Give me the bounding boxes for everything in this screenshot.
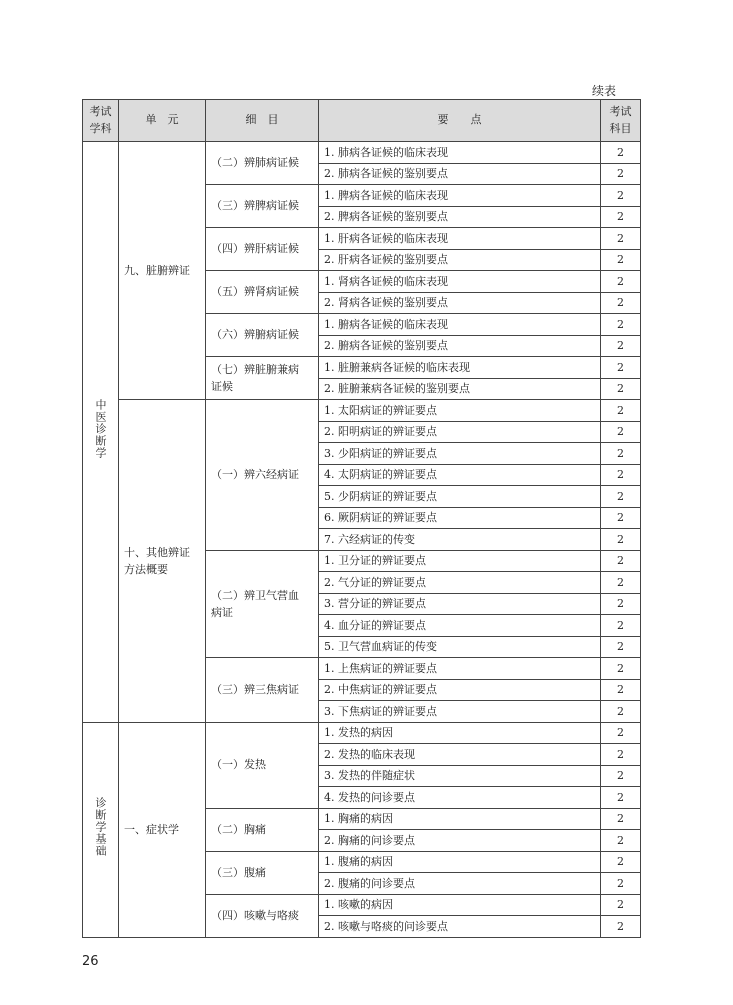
- point-cell: 2. 阳明病证的辨证要点: [319, 421, 601, 443]
- score-cell: 2: [601, 636, 641, 658]
- point-cell: 1. 太阳病证的辨证要点: [319, 400, 601, 422]
- point-cell: 5. 少阴病证的辨证要点: [319, 486, 601, 508]
- point-cell: 3. 少阳病证的辨证要点: [319, 443, 601, 465]
- point-cell: 5. 卫气营血病证的传变: [319, 636, 601, 658]
- score-cell: 2: [601, 464, 641, 486]
- continued-label: 续表: [592, 84, 617, 98]
- score-cell: 2: [601, 572, 641, 594]
- point-cell: 2. 中焦病证的辨证要点: [319, 679, 601, 701]
- score-cell: 2: [601, 873, 641, 895]
- score-cell: 2: [601, 830, 641, 852]
- item-cell: （五）辨肾病证候: [206, 271, 319, 314]
- unit-cell: 一、症状学: [119, 722, 206, 937]
- point-cell: 2. 咳嗽与咯痰的问诊要点: [319, 916, 601, 938]
- subject-cell: 诊断学基础: [83, 722, 119, 937]
- item-cell: （一）发热: [206, 722, 319, 808]
- point-cell: 3. 发热的伴随症状: [319, 765, 601, 787]
- score-cell: 2: [601, 787, 641, 809]
- score-cell: 2: [601, 744, 641, 766]
- score-cell: 2: [601, 916, 641, 938]
- unit-cell: 十、其他辨证 方法概要: [119, 400, 206, 723]
- point-cell: 1. 肺病各证候的临床表现: [319, 142, 601, 164]
- score-cell: 2: [601, 679, 641, 701]
- score-cell: 2: [601, 185, 641, 207]
- item-cell: （一）辨六经病证: [206, 400, 319, 551]
- table-row: [83, 400, 641, 422]
- table-row: [83, 722, 641, 744]
- point-cell: 2. 肺病各证候的鉴别要点: [319, 163, 601, 185]
- point-cell: 1. 腑病各证候的临床表现: [319, 314, 601, 336]
- item-cell: （七）辨脏腑兼病 证候: [206, 357, 319, 400]
- point-cell: 1. 脏腑兼病各证候的临床表现: [319, 357, 601, 379]
- point-cell: 2. 肾病各证候的鉴别要点: [319, 292, 601, 314]
- point-cell: 4. 血分证的辨证要点: [319, 615, 601, 637]
- point-cell: 2. 腹痛的问诊要点: [319, 873, 601, 895]
- point-cell: 1. 卫分证的辨证要点: [319, 550, 601, 572]
- score-cell: 2: [601, 593, 641, 615]
- point-cell: 2. 肝病各证候的鉴别要点: [319, 249, 601, 271]
- point-cell: 2. 腑病各证候的鉴别要点: [319, 335, 601, 357]
- score-cell: 2: [601, 701, 641, 723]
- score-cell: 2: [601, 507, 641, 529]
- point-cell: 4. 发热的问诊要点: [319, 787, 601, 809]
- score-cell: 2: [601, 722, 641, 744]
- score-cell: 2: [601, 808, 641, 830]
- point-cell: 4. 太阴病证的辨证要点: [319, 464, 601, 486]
- syllabus-table: [82, 99, 641, 938]
- point-cell: 7. 六经病证的传变: [319, 529, 601, 551]
- point-cell: 1. 腹痛的病因: [319, 851, 601, 873]
- item-cell: （三）腹痛: [206, 851, 319, 894]
- score-cell: 2: [601, 529, 641, 551]
- score-cell: 2: [601, 550, 641, 572]
- score-cell: 2: [601, 249, 641, 271]
- header-item: 细 目: [206, 100, 319, 142]
- point-cell: 2. 脏腑兼病各证候的鉴别要点: [319, 378, 601, 400]
- point-cell: 3. 下焦病证的辨证要点: [319, 701, 601, 723]
- score-cell: 2: [601, 765, 641, 787]
- score-cell: 2: [601, 314, 641, 336]
- page-number: 26: [82, 954, 99, 969]
- point-cell: 1. 上焦病证的辨证要点: [319, 658, 601, 680]
- point-cell: 1. 咳嗽的病因: [319, 894, 601, 916]
- header-exam: 考试 科目: [601, 100, 641, 142]
- score-cell: 2: [601, 894, 641, 916]
- score-cell: 2: [601, 292, 641, 314]
- score-cell: 2: [601, 378, 641, 400]
- header-unit: 单 元: [119, 100, 206, 142]
- item-cell: （二）辨卫气营血 病证: [206, 550, 319, 658]
- point-cell: 1. 发热的病因: [319, 722, 601, 744]
- item-cell: （二）辨肺病证候: [206, 142, 319, 185]
- score-cell: 2: [601, 335, 641, 357]
- point-cell: 1. 肾病各证候的临床表现: [319, 271, 601, 293]
- item-cell: （四）咳嗽与咯痰: [206, 894, 319, 937]
- unit-cell: 九、脏腑辨证: [119, 142, 206, 400]
- item-cell: （六）辨腑病证候: [206, 314, 319, 357]
- point-cell: 1. 脾病各证候的临床表现: [319, 185, 601, 207]
- point-cell: 1. 肝病各证候的临床表现: [319, 228, 601, 250]
- score-cell: 2: [601, 658, 641, 680]
- point-cell: 1. 胸痛的病因: [319, 808, 601, 830]
- score-cell: 2: [601, 142, 641, 164]
- point-cell: 6. 厥阴病证的辨证要点: [319, 507, 601, 529]
- score-cell: 2: [601, 486, 641, 508]
- item-cell: （三）辨三焦病证: [206, 658, 319, 723]
- item-cell: （三）辨脾病证候: [206, 185, 319, 228]
- header-subject: 考试 学科: [83, 100, 119, 142]
- score-cell: 2: [601, 443, 641, 465]
- score-cell: 2: [601, 163, 641, 185]
- score-cell: 2: [601, 357, 641, 379]
- score-cell: 2: [601, 228, 641, 250]
- score-cell: 2: [601, 851, 641, 873]
- table-header-row: [83, 100, 641, 142]
- item-cell: （四）辨肝病证候: [206, 228, 319, 271]
- item-cell: （二）胸痛: [206, 808, 319, 851]
- score-cell: 2: [601, 421, 641, 443]
- header-points: 要 点: [319, 100, 601, 142]
- score-cell: 2: [601, 615, 641, 637]
- point-cell: 3. 营分证的辨证要点: [319, 593, 601, 615]
- point-cell: 2. 胸痛的问诊要点: [319, 830, 601, 852]
- table-row: [83, 142, 641, 164]
- point-cell: 2. 气分证的辨证要点: [319, 572, 601, 594]
- score-cell: 2: [601, 271, 641, 293]
- point-cell: 2. 脾病各证候的鉴别要点: [319, 206, 601, 228]
- point-cell: 2. 发热的临床表现: [319, 744, 601, 766]
- score-cell: 2: [601, 400, 641, 422]
- score-cell: 2: [601, 206, 641, 228]
- subject-cell: 中医诊断学: [83, 142, 119, 723]
